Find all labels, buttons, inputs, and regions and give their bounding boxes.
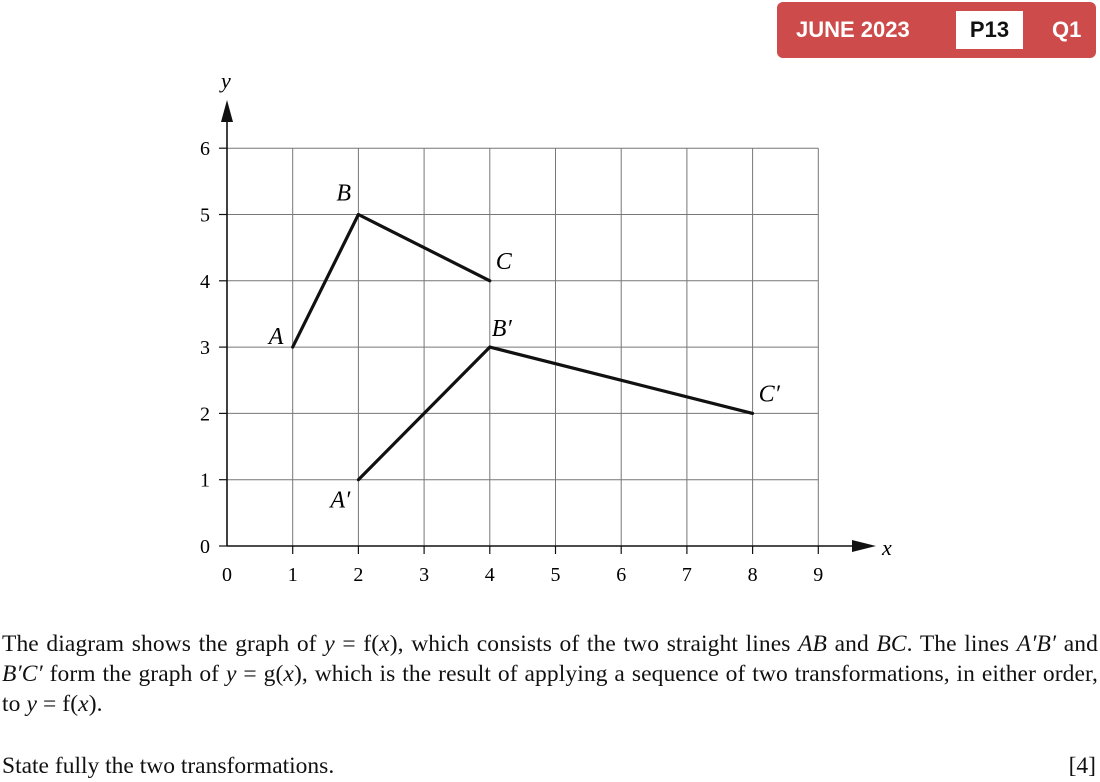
paper-number-label: P13 <box>956 11 1023 49</box>
y-axis-arrow-icon <box>221 100 233 122</box>
x-tick-label: 2 <box>353 564 364 586</box>
x-axis-label: x <box>882 535 892 560</box>
y-tick-label: 1 <box>200 469 210 492</box>
x-tick-label: 3 <box>419 564 430 586</box>
y-tick-label: 0 <box>200 536 210 558</box>
y-tick-label: 3 <box>200 337 210 360</box>
tick-labels <box>200 138 823 586</box>
grid <box>227 148 818 546</box>
y-axis-label: y <box>221 68 231 93</box>
graph-g-point-label: A′ <box>330 487 351 514</box>
question-number-label: Q1 <box>1052 17 1082 42</box>
y-tick-label: 5 <box>200 204 210 227</box>
x-tick-label: 8 <box>747 564 758 586</box>
graph-f-point-label: B <box>336 180 352 207</box>
x-tick-label: 1 <box>287 564 298 586</box>
graph-g-point-label: B′ <box>491 316 512 343</box>
x-tick-label: 5 <box>550 564 561 586</box>
exam-session-label: JUNE 2023 <box>796 17 910 42</box>
question-text: The diagram shows the graph of y = f(x), which consists of the two straight lines AB and BC. The lines A′B′ and B′C′ form the graph of y = g(x), which is the result of applying a sequence of two transformations, in either order, to y = f(x). <box>2 631 1098 717</box>
graph-g-point-label: C′ <box>758 381 780 408</box>
graph-f-point-label: C <box>495 248 512 275</box>
y-tick-label: 2 <box>200 403 210 426</box>
x-axis-arrow-icon <box>852 540 876 552</box>
x-tick-label: 6 <box>616 564 627 586</box>
y-tick-label: 6 <box>200 138 210 161</box>
x-tick-label: 7 <box>681 564 692 586</box>
marks-label: [4] <box>1068 753 1096 779</box>
graph-f-point-label: A <box>268 324 284 351</box>
instruction-text: State fully the two transformations. <box>2 753 335 779</box>
x-tick-label: 9 <box>813 564 824 586</box>
x-tick-label: 0 <box>222 564 232 586</box>
x-tick-label: 4 <box>484 564 495 586</box>
y-tick-label: 4 <box>200 270 210 293</box>
